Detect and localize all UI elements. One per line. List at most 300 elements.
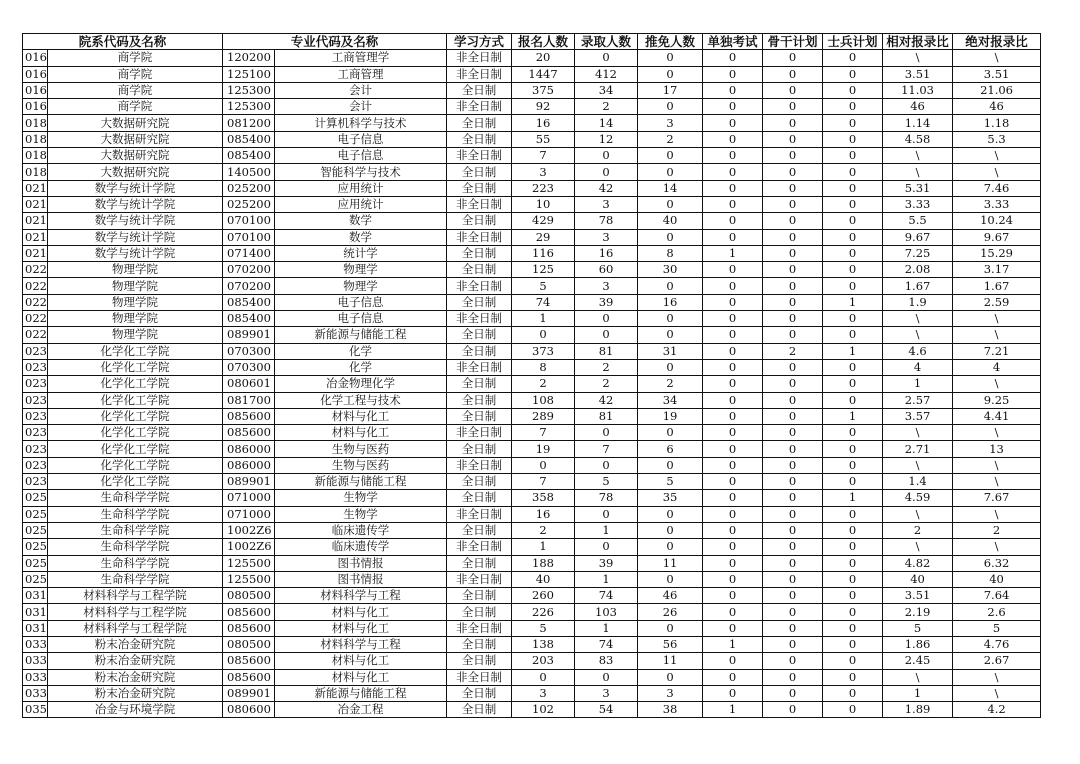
admitted-cell: 3 (575, 685, 638, 701)
backbone-cell: 0 (763, 245, 823, 261)
admitted-cell: 78 (575, 213, 638, 229)
exempt-cell: 0 (638, 571, 703, 587)
absolute-ratio-cell: 1.18 (953, 115, 1041, 131)
soldier-cell: 0 (823, 164, 883, 180)
independent-cell: 0 (703, 408, 763, 424)
soldier-cell: 0 (823, 66, 883, 82)
study-mode-cell: 全日制 (447, 522, 512, 538)
study-mode-cell: 全日制 (447, 392, 512, 408)
backbone-cell: 0 (763, 636, 823, 652)
absolute-ratio-cell: 46 (953, 99, 1041, 115)
admitted-cell: 39 (575, 294, 638, 310)
admitted-cell: 7 (575, 441, 638, 457)
absolute-ratio-cell: \ (953, 685, 1041, 701)
admitted-cell: 3 (575, 278, 638, 294)
dept-code-cell: 022 (23, 262, 48, 278)
dept-name-cell: 数学与统计学院 (48, 245, 223, 261)
applicants-cell: 429 (512, 213, 575, 229)
dept-name-cell: 粉末冶金研究院 (48, 669, 223, 685)
major-name-cell: 临床遗传学 (275, 522, 447, 538)
backbone-cell: 0 (763, 588, 823, 604)
backbone-cell: 0 (763, 702, 823, 718)
major-name-cell: 数学 (275, 229, 447, 245)
table-row (23, 376, 1041, 392)
major-name-cell: 物理学 (275, 278, 447, 294)
admitted-cell: 0 (575, 50, 638, 66)
applicants-cell: 116 (512, 245, 575, 261)
major-code-cell: 070200 (223, 278, 275, 294)
dept-name-cell: 生命科学学院 (48, 571, 223, 587)
major-name-cell: 临床遗传学 (275, 539, 447, 555)
exempt-cell: 6 (638, 441, 703, 457)
relative-ratio-cell: \ (883, 311, 953, 327)
relative-ratio-cell: 1.67 (883, 278, 953, 294)
applicants-cell: 373 (512, 343, 575, 359)
absolute-ratio-cell: 7.46 (953, 180, 1041, 196)
major-code-cell: 085600 (223, 425, 275, 441)
major-name-cell: 生物学 (275, 506, 447, 522)
study-mode-cell: 非全日制 (447, 506, 512, 522)
relative-ratio-cell: 3.51 (883, 66, 953, 82)
header-applicants: 报名人数 (512, 34, 575, 50)
soldier-cell: 0 (823, 392, 883, 408)
dept-name-cell: 生命科学学院 (48, 539, 223, 555)
backbone-cell: 0 (763, 262, 823, 278)
backbone-cell: 0 (763, 457, 823, 473)
study-mode-cell: 非全日制 (447, 425, 512, 441)
exempt-cell: 0 (638, 359, 703, 375)
applicants-cell: 102 (512, 702, 575, 718)
major-name-cell: 图书情报 (275, 571, 447, 587)
study-mode-cell: 全日制 (447, 262, 512, 278)
dept-code-cell: 018 (23, 164, 48, 180)
admitted-cell: 1 (575, 522, 638, 538)
dept-code-cell: 031 (23, 588, 48, 604)
admitted-cell: 2 (575, 359, 638, 375)
applicants-cell: 16 (512, 506, 575, 522)
applicants-cell: 226 (512, 604, 575, 620)
table-row (23, 359, 1041, 375)
relative-ratio-cell: 1.14 (883, 115, 953, 131)
table-row (23, 457, 1041, 473)
table-row (23, 196, 1041, 212)
soldier-cell: 1 (823, 343, 883, 359)
major-code-cell: 071400 (223, 245, 275, 261)
table-row (23, 99, 1041, 115)
study-mode-cell: 全日制 (447, 474, 512, 490)
exempt-cell: 5 (638, 474, 703, 490)
soldier-cell: 0 (823, 311, 883, 327)
major-code-cell: 085600 (223, 653, 275, 669)
table-row (23, 653, 1041, 669)
independent-cell: 0 (703, 376, 763, 392)
applicants-cell: 29 (512, 229, 575, 245)
independent-cell: 0 (703, 653, 763, 669)
backbone-cell: 0 (763, 474, 823, 490)
applicants-cell: 92 (512, 99, 575, 115)
admitted-cell: 2 (575, 99, 638, 115)
admitted-cell: 0 (575, 539, 638, 555)
absolute-ratio-cell: \ (953, 327, 1041, 343)
dept-name-cell: 粉末冶金研究院 (48, 653, 223, 669)
study-mode-cell: 全日制 (447, 131, 512, 147)
admitted-cell: 0 (575, 327, 638, 343)
relative-ratio-cell: 5.5 (883, 213, 953, 229)
major-name-cell: 材料与化工 (275, 620, 447, 636)
exempt-cell: 0 (638, 620, 703, 636)
independent-cell: 0 (703, 343, 763, 359)
major-name-cell: 应用统计 (275, 196, 447, 212)
dept-name-cell: 化学化工学院 (48, 457, 223, 473)
major-name-cell: 计算机科学与技术 (275, 115, 447, 131)
soldier-cell: 0 (823, 685, 883, 701)
major-code-cell: 070100 (223, 229, 275, 245)
major-name-cell: 新能源与储能工程 (275, 474, 447, 490)
study-mode-cell: 非全日制 (447, 50, 512, 66)
relative-ratio-cell: 2.08 (883, 262, 953, 278)
study-mode-cell: 全日制 (447, 490, 512, 506)
relative-ratio-cell: 2.19 (883, 604, 953, 620)
soldier-cell: 0 (823, 522, 883, 538)
dept-name-cell: 数学与统计学院 (48, 196, 223, 212)
applicants-cell: 1447 (512, 66, 575, 82)
admitted-cell: 42 (575, 392, 638, 408)
table-row (23, 425, 1041, 441)
table-row (23, 392, 1041, 408)
soldier-cell: 0 (823, 425, 883, 441)
applicants-cell: 1 (512, 311, 575, 327)
dept-code-cell: 023 (23, 343, 48, 359)
study-mode-cell: 全日制 (447, 636, 512, 652)
exempt-cell: 11 (638, 555, 703, 571)
relative-ratio-cell: \ (883, 50, 953, 66)
major-name-cell: 数学 (275, 213, 447, 229)
major-name-cell: 会计 (275, 82, 447, 98)
major-code-cell: 080500 (223, 588, 275, 604)
soldier-cell: 0 (823, 278, 883, 294)
applicants-cell: 16 (512, 115, 575, 131)
table-row (23, 669, 1041, 685)
independent-cell: 0 (703, 213, 763, 229)
admitted-cell: 3 (575, 196, 638, 212)
soldier-cell: 0 (823, 99, 883, 115)
table-row (23, 620, 1041, 636)
exempt-cell: 0 (638, 539, 703, 555)
dept-code-cell: 021 (23, 196, 48, 212)
admitted-cell: 3 (575, 229, 638, 245)
study-mode-cell: 非全日制 (447, 66, 512, 82)
relative-ratio-cell: 5.31 (883, 180, 953, 196)
dept-code-cell: 022 (23, 278, 48, 294)
major-code-cell: 085600 (223, 669, 275, 685)
admitted-cell: 12 (575, 131, 638, 147)
admission-ratio-table (22, 33, 1041, 718)
relative-ratio-cell: 2.57 (883, 392, 953, 408)
admitted-cell: 42 (575, 180, 638, 196)
major-code-cell: 081700 (223, 392, 275, 408)
independent-cell: 0 (703, 131, 763, 147)
admitted-cell: 81 (575, 343, 638, 359)
independent-cell: 0 (703, 327, 763, 343)
soldier-cell: 0 (823, 196, 883, 212)
soldier-cell: 0 (823, 620, 883, 636)
relative-ratio-cell: 1 (883, 685, 953, 701)
table-body (23, 50, 1041, 718)
exempt-cell: 0 (638, 66, 703, 82)
soldier-cell: 0 (823, 180, 883, 196)
absolute-ratio-cell: 15.29 (953, 245, 1041, 261)
dept-code-cell: 025 (23, 522, 48, 538)
absolute-ratio-cell: 5 (953, 620, 1041, 636)
major-name-cell: 图书情报 (275, 555, 447, 571)
dept-code-cell: 022 (23, 311, 48, 327)
table-row (23, 327, 1041, 343)
dept-name-cell: 材料科学与工程学院 (48, 588, 223, 604)
relative-ratio-cell: 1.4 (883, 474, 953, 490)
study-mode-cell: 全日制 (447, 555, 512, 571)
admitted-cell: 412 (575, 66, 638, 82)
applicants-cell: 0 (512, 327, 575, 343)
absolute-ratio-cell: 4.2 (953, 702, 1041, 718)
applicants-cell: 7 (512, 148, 575, 164)
dept-name-cell: 冶金与环境学院 (48, 702, 223, 718)
table-row (23, 115, 1041, 131)
applicants-cell: 125 (512, 262, 575, 278)
major-name-cell: 生物学 (275, 490, 447, 506)
header-admitted: 录取人数 (575, 34, 638, 50)
independent-cell: 0 (703, 229, 763, 245)
table-row (23, 522, 1041, 538)
table-row (23, 604, 1041, 620)
soldier-cell: 0 (823, 50, 883, 66)
header-dept: 院系代码及名称 (23, 34, 223, 50)
dept-code-cell: 025 (23, 490, 48, 506)
major-name-cell: 工商管理 (275, 66, 447, 82)
admitted-cell: 83 (575, 653, 638, 669)
backbone-cell: 0 (763, 327, 823, 343)
independent-cell: 1 (703, 636, 763, 652)
soldier-cell: 0 (823, 148, 883, 164)
dept-code-cell: 033 (23, 653, 48, 669)
major-name-cell: 材料与化工 (275, 653, 447, 669)
table-row (23, 506, 1041, 522)
soldier-cell: 0 (823, 669, 883, 685)
table-row (23, 343, 1041, 359)
soldier-cell: 1 (823, 408, 883, 424)
independent-cell: 0 (703, 539, 763, 555)
relative-ratio-cell: 4.58 (883, 131, 953, 147)
dept-name-cell: 大数据研究院 (48, 148, 223, 164)
absolute-ratio-cell: 13 (953, 441, 1041, 457)
backbone-cell: 0 (763, 506, 823, 522)
major-code-cell: 081200 (223, 115, 275, 131)
table-row (23, 539, 1041, 555)
major-name-cell: 材料与化工 (275, 425, 447, 441)
applicants-cell: 3 (512, 685, 575, 701)
major-code-cell: 070100 (223, 213, 275, 229)
absolute-ratio-cell: 6.32 (953, 555, 1041, 571)
relative-ratio-cell: 46 (883, 99, 953, 115)
dept-code-cell: 033 (23, 685, 48, 701)
admitted-cell: 0 (575, 311, 638, 327)
applicants-cell: 289 (512, 408, 575, 424)
absolute-ratio-cell: 9.67 (953, 229, 1041, 245)
absolute-ratio-cell: \ (953, 539, 1041, 555)
backbone-cell: 0 (763, 229, 823, 245)
independent-cell: 0 (703, 278, 763, 294)
admitted-cell: 5 (575, 474, 638, 490)
independent-cell: 0 (703, 311, 763, 327)
exempt-cell: 30 (638, 262, 703, 278)
dept-name-cell: 粉末冶金研究院 (48, 636, 223, 652)
study-mode-cell: 全日制 (447, 213, 512, 229)
backbone-cell: 0 (763, 311, 823, 327)
header-rel-ratio: 相对报录比 (883, 34, 953, 50)
applicants-cell: 5 (512, 278, 575, 294)
exempt-cell: 14 (638, 180, 703, 196)
absolute-ratio-cell: 2.59 (953, 294, 1041, 310)
exempt-cell: 38 (638, 702, 703, 718)
independent-cell: 0 (703, 685, 763, 701)
soldier-cell: 0 (823, 441, 883, 457)
absolute-ratio-cell: \ (953, 50, 1041, 66)
dept-code-cell: 023 (23, 376, 48, 392)
backbone-cell: 0 (763, 66, 823, 82)
major-name-cell: 会计 (275, 99, 447, 115)
dept-name-cell: 商学院 (48, 66, 223, 82)
independent-cell: 0 (703, 588, 763, 604)
applicants-cell: 260 (512, 588, 575, 604)
study-mode-cell: 非全日制 (447, 99, 512, 115)
exempt-cell: 0 (638, 506, 703, 522)
independent-cell: 0 (703, 604, 763, 620)
relative-ratio-cell: 2 (883, 522, 953, 538)
soldier-cell: 0 (823, 539, 883, 555)
exempt-cell: 3 (638, 685, 703, 701)
dept-code-cell: 022 (23, 327, 48, 343)
relative-ratio-cell: 40 (883, 571, 953, 587)
backbone-cell: 2 (763, 343, 823, 359)
study-mode-cell: 全日制 (447, 164, 512, 180)
backbone-cell: 0 (763, 522, 823, 538)
admitted-cell: 1 (575, 620, 638, 636)
dept-code-cell: 016 (23, 66, 48, 82)
major-code-cell: 1002Z6 (223, 522, 275, 538)
major-name-cell: 材料与化工 (275, 669, 447, 685)
absolute-ratio-cell: 2 (953, 522, 1041, 538)
relative-ratio-cell: 9.67 (883, 229, 953, 245)
admitted-cell: 81 (575, 408, 638, 424)
soldier-cell: 0 (823, 376, 883, 392)
admitted-cell: 0 (575, 164, 638, 180)
table-row (23, 82, 1041, 98)
absolute-ratio-cell: \ (953, 164, 1041, 180)
backbone-cell: 0 (763, 441, 823, 457)
dept-name-cell: 化学化工学院 (48, 425, 223, 441)
admitted-cell: 34 (575, 82, 638, 98)
major-code-cell: 089901 (223, 685, 275, 701)
study-mode-cell: 全日制 (447, 588, 512, 604)
exempt-cell: 0 (638, 457, 703, 473)
absolute-ratio-cell: 4.76 (953, 636, 1041, 652)
independent-cell: 0 (703, 620, 763, 636)
major-name-cell: 电子信息 (275, 294, 447, 310)
dept-code-cell: 018 (23, 131, 48, 147)
table-row (23, 50, 1041, 66)
study-mode-cell: 全日制 (447, 294, 512, 310)
major-code-cell: 085400 (223, 131, 275, 147)
soldier-cell: 0 (823, 262, 883, 278)
relative-ratio-cell: 3.51 (883, 588, 953, 604)
relative-ratio-cell: 4.6 (883, 343, 953, 359)
exempt-cell: 11 (638, 653, 703, 669)
backbone-cell: 0 (763, 392, 823, 408)
dept-name-cell: 商学院 (48, 82, 223, 98)
dept-code-cell: 023 (23, 441, 48, 457)
independent-cell: 0 (703, 99, 763, 115)
soldier-cell: 0 (823, 474, 883, 490)
admitted-cell: 0 (575, 148, 638, 164)
dept-code-cell: 016 (23, 50, 48, 66)
independent-cell: 0 (703, 457, 763, 473)
table-row (23, 571, 1041, 587)
dept-name-cell: 生命科学学院 (48, 555, 223, 571)
absolute-ratio-cell: 3.33 (953, 196, 1041, 212)
soldier-cell: 0 (823, 457, 883, 473)
applicants-cell: 5 (512, 620, 575, 636)
major-code-cell: 089901 (223, 474, 275, 490)
study-mode-cell: 非全日制 (447, 669, 512, 685)
major-name-cell: 应用统计 (275, 180, 447, 196)
dept-code-cell: 022 (23, 294, 48, 310)
applicants-cell: 74 (512, 294, 575, 310)
backbone-cell: 0 (763, 164, 823, 180)
absolute-ratio-cell: 7.21 (953, 343, 1041, 359)
dept-name-cell: 物理学院 (48, 311, 223, 327)
exempt-cell: 2 (638, 131, 703, 147)
major-name-cell: 化学 (275, 343, 447, 359)
dept-name-cell: 物理学院 (48, 278, 223, 294)
table-row (23, 702, 1041, 718)
applicants-cell: 375 (512, 82, 575, 98)
applicants-cell: 19 (512, 441, 575, 457)
dept-code-cell: 033 (23, 636, 48, 652)
dept-name-cell: 化学化工学院 (48, 441, 223, 457)
admitted-cell: 60 (575, 262, 638, 278)
table-row (23, 636, 1041, 652)
dept-name-cell: 粉末冶金研究院 (48, 685, 223, 701)
applicants-cell: 2 (512, 522, 575, 538)
independent-cell: 0 (703, 50, 763, 66)
table-row (23, 490, 1041, 506)
table-row (23, 294, 1041, 310)
study-mode-cell: 全日制 (447, 245, 512, 261)
applicants-cell: 20 (512, 50, 575, 66)
absolute-ratio-cell: 7.64 (953, 588, 1041, 604)
independent-cell: 0 (703, 196, 763, 212)
relative-ratio-cell: 5 (883, 620, 953, 636)
dept-name-cell: 化学化工学院 (48, 343, 223, 359)
exempt-cell: 0 (638, 164, 703, 180)
dept-code-cell: 025 (23, 571, 48, 587)
independent-cell: 0 (703, 262, 763, 278)
header-independent: 单独考试 (703, 34, 763, 50)
absolute-ratio-cell: 10.24 (953, 213, 1041, 229)
exempt-cell: 0 (638, 425, 703, 441)
soldier-cell: 1 (823, 294, 883, 310)
study-mode-cell: 非全日制 (447, 196, 512, 212)
relative-ratio-cell: \ (883, 539, 953, 555)
